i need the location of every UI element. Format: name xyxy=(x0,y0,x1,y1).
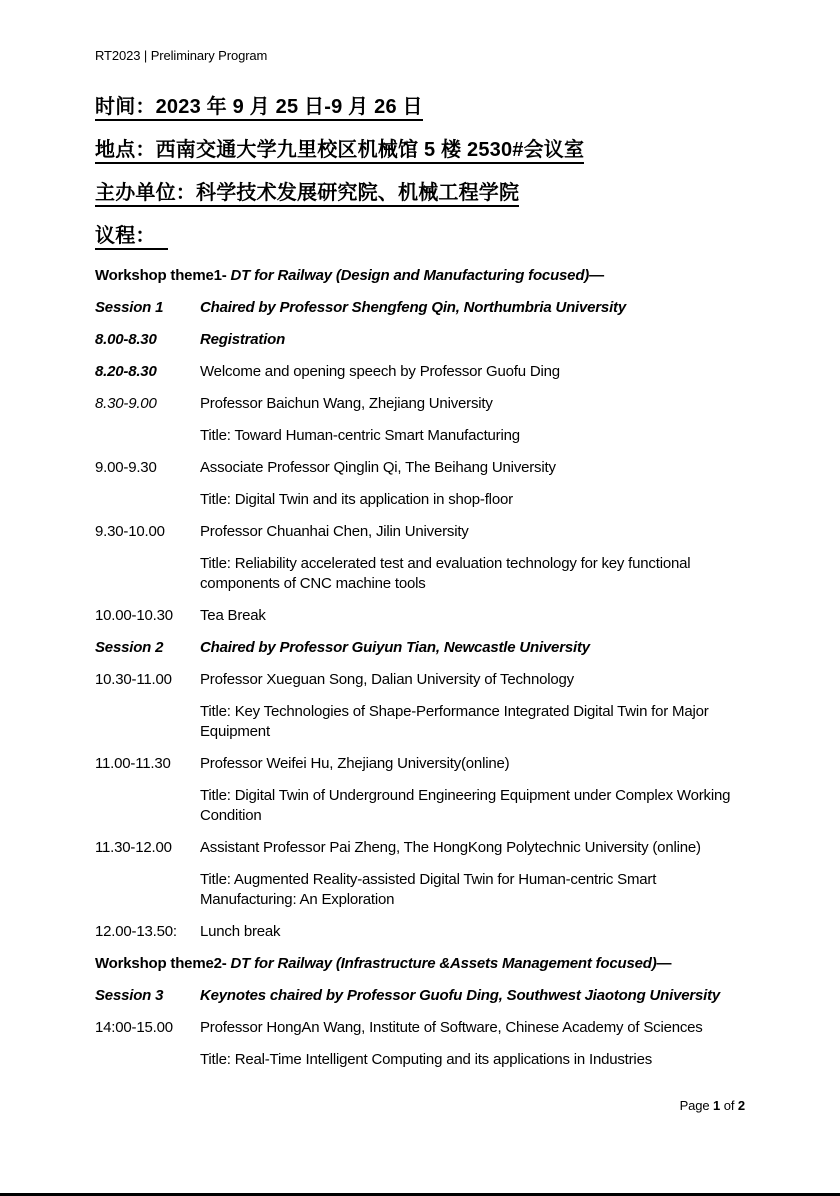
agenda-text xyxy=(200,606,745,626)
heading-location-text: 地点：西南交通大学九里校区机械馆 5 楼 2530#会议室 xyxy=(95,139,584,164)
agenda-time: 8.20-8.30 xyxy=(95,363,157,380)
heading-agenda xyxy=(95,223,745,249)
agenda-text xyxy=(200,870,745,910)
agenda-row xyxy=(95,1050,745,1070)
agenda-text-line: Equipment xyxy=(200,723,270,740)
agenda-text xyxy=(200,702,745,742)
footer-total-pages: 2 xyxy=(737,1098,745,1113)
agenda-time: 10.30-11.00 xyxy=(95,671,172,688)
agenda-row xyxy=(95,838,745,858)
agenda-text-line: Professor HongAn Wang, Institute of Software, Chinese Academy of Sciences xyxy=(200,1019,703,1036)
agenda-time xyxy=(95,426,200,446)
heading-organizer xyxy=(95,180,745,206)
agenda-text xyxy=(200,670,745,690)
document-header: RT2023 | Preliminary Program xyxy=(95,48,268,63)
agenda-text-line: Professor Xueguan Song, Dalian University of Technology xyxy=(200,671,574,688)
agenda-text-line: Assistant Professor Pai Zheng, The HongKong Polytechnic University (online) xyxy=(200,839,701,856)
agenda-text-line: Title: Digital Twin of Underground Engineering Equipment under Complex Working xyxy=(200,787,731,804)
agenda-text xyxy=(200,922,745,942)
agenda-row xyxy=(95,702,745,742)
page-number-footer xyxy=(95,1098,745,1114)
agenda-time: 9.30-10.00 xyxy=(95,523,165,540)
agenda-text-line: Manufacturing: An Exploration xyxy=(200,891,395,908)
agenda-row xyxy=(95,554,745,594)
agenda-row xyxy=(95,870,745,910)
agenda-text-line: Professor Weifei Hu, Zhejiang University(online) xyxy=(200,755,510,772)
theme-dash: — xyxy=(589,267,604,284)
agenda-time xyxy=(95,870,200,910)
heading-agenda-text: 议程： xyxy=(95,225,168,250)
agenda-text-line: Associate Professor Qinglin Qi, The Beihang University xyxy=(200,459,556,476)
agenda-time: 12.00-13.50: xyxy=(95,923,177,940)
theme-prefix: Workshop theme1- xyxy=(95,267,231,284)
agenda-text xyxy=(200,838,745,858)
agenda-text-line: Condition xyxy=(200,807,262,824)
agenda-time: 10.00-10.30 xyxy=(95,607,173,624)
agenda-text xyxy=(200,754,745,774)
workshop-theme-heading xyxy=(95,266,745,286)
heading-organizer-text: 主办单位：科学技术发展研究院、机械工程学院 xyxy=(95,182,519,207)
agenda-text-line: Lunch break xyxy=(200,923,281,940)
agenda-time: 9.00-9.30 xyxy=(95,459,157,476)
agenda-row xyxy=(95,638,745,658)
agenda-row xyxy=(95,1018,745,1038)
agenda-text xyxy=(200,986,745,1006)
agenda-text-line: components of CNC machine tools xyxy=(200,575,426,592)
agenda-time xyxy=(95,702,200,742)
agenda-time: Session 3 xyxy=(95,987,164,1004)
agenda-time xyxy=(95,490,200,510)
agenda-text-line: Chaired by Professor Shengfeng Qin, Northumbria University xyxy=(200,299,626,316)
agenda-text-line: Title: Augmented Reality-assisted Digital Twin for Human-centric Smart xyxy=(200,871,657,888)
agenda-time xyxy=(95,1050,200,1070)
agenda-text-line: Tea Break xyxy=(200,607,266,624)
theme-title: DT for Railway (Design and Manufacturing focused) xyxy=(230,267,590,284)
workshop-theme-heading xyxy=(95,954,745,974)
agenda-time: 14:00-15.00 xyxy=(95,1019,173,1036)
agenda-text xyxy=(200,490,745,510)
agenda-row xyxy=(95,490,745,510)
agenda-row xyxy=(95,330,745,350)
agenda-time xyxy=(95,554,200,594)
agenda-time: Session 2 xyxy=(95,639,164,656)
agenda-text xyxy=(200,362,745,382)
agenda-text-line: Professor Baichun Wang, Zhejiang University xyxy=(200,395,493,412)
agenda-text xyxy=(200,330,745,350)
agenda-row xyxy=(95,986,745,1006)
agenda-text-line: Registration xyxy=(200,331,286,348)
agenda-row xyxy=(95,670,745,690)
footer-page-label: Page xyxy=(679,1098,714,1113)
agenda-row xyxy=(95,298,745,318)
agenda-text xyxy=(200,786,745,826)
agenda-text-line: Chaired by Professor Guiyun Tian, Newcastle University xyxy=(200,639,590,656)
agenda-text-line: Title: Key Technologies of Shape-Performance Integrated Digital Twin for Major xyxy=(200,703,709,720)
agenda-row xyxy=(95,458,745,478)
footer-current-page: 1 xyxy=(713,1098,721,1113)
heading-time xyxy=(95,94,745,120)
agenda-time xyxy=(95,786,200,826)
agenda-text xyxy=(200,1050,745,1070)
agenda-text-line: Professor Chuanhai Chen, Jilin University xyxy=(200,523,469,540)
agenda-row xyxy=(95,522,745,542)
agenda-text xyxy=(200,426,745,446)
agenda-time: 8.30-9.00 xyxy=(95,395,157,412)
agenda-text xyxy=(200,298,745,318)
agenda-row xyxy=(95,922,745,942)
agenda-row xyxy=(95,606,745,626)
heading-time-text: 时间：2023 年 9 月 25 日-9 月 26 日 xyxy=(95,96,423,121)
agenda-time: 8.00-8.30 xyxy=(95,331,157,348)
agenda-text xyxy=(200,554,745,594)
agenda-list xyxy=(95,266,745,1070)
agenda-text-line: Title: Toward Human-centric Smart Manufacturing xyxy=(200,427,520,444)
agenda-text-line: Title: Reliability accelerated test and evaluation technology for key functional xyxy=(200,555,691,572)
agenda-text-line: Title: Real-Time Intelligent Computing and its applications in Industries xyxy=(200,1051,653,1068)
agenda-text-line: Keynotes chaired by Professor Guofu Ding, Southwest Jiaotong University xyxy=(200,987,721,1004)
agenda-time: 11.00-11.30 xyxy=(95,755,171,772)
heading-location xyxy=(95,137,745,163)
agenda-row xyxy=(95,426,745,446)
agenda-text xyxy=(200,638,745,658)
theme-title: DT for Railway (Infrastructure &Assets Management focused) xyxy=(230,955,657,972)
footer-of-label: of xyxy=(720,1098,738,1113)
agenda-text xyxy=(200,1018,745,1038)
agenda-text-line: Title: Digital Twin and its application in shop-floor xyxy=(200,491,513,508)
agenda-text-line: Welcome and opening speech by Professor Guofu Ding xyxy=(200,363,560,380)
theme-prefix: Workshop theme2- xyxy=(95,955,231,972)
agenda-time: 11.30-12.00 xyxy=(95,839,172,856)
agenda-time: Session 1 xyxy=(95,299,164,316)
agenda-row xyxy=(95,362,745,382)
agenda-row xyxy=(95,786,745,826)
agenda-row xyxy=(95,394,745,414)
agenda-text xyxy=(200,522,745,542)
agenda-text xyxy=(200,458,745,478)
agenda-row xyxy=(95,754,745,774)
theme-dash: — xyxy=(656,955,672,972)
agenda-text xyxy=(200,394,745,414)
